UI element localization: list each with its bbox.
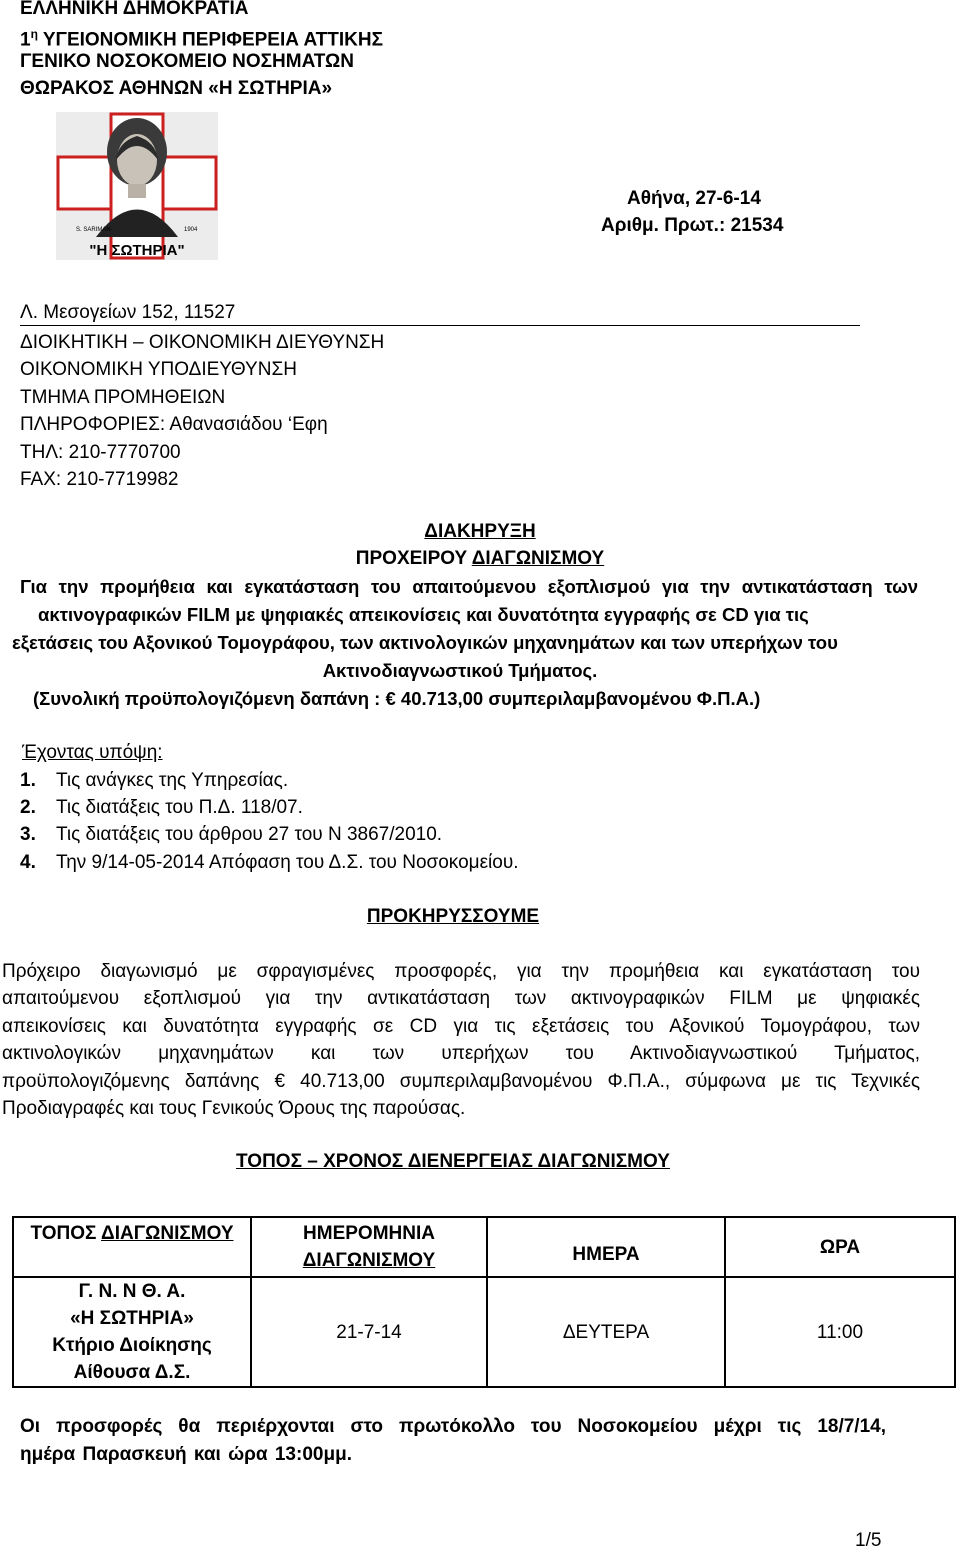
- subject-line-1: Για την προμήθεια και εγκατάσταση του απαιτούμενου εξοπλισμού για την αντικατάσταση των: [20, 576, 918, 597]
- header-region-number: 1: [20, 29, 31, 51]
- proclaim-heading: ΠΡΟΚΗΡΥΣΣΟΥΜΕ: [366, 906, 540, 927]
- place-line-1: Γ. Ν. Ν Θ. Α.: [78, 1281, 186, 1302]
- considering-item-number: 3.: [20, 824, 36, 845]
- place-time-heading: [0, 1151, 906, 1173]
- header-region-sup: η: [30, 27, 38, 41]
- subject-line-4: Ακτινοδιαγνωστικού Τμήματος.: [322, 660, 598, 681]
- header-place-a: ΤΟΠΟΣ: [30, 1223, 102, 1244]
- header-date: [251, 1217, 487, 1277]
- phone: ΤΗΛ: 210-7770700: [20, 442, 181, 463]
- hospital-logo: [56, 112, 218, 260]
- proclaim-line-4: ακτινολογικών μηχανημάτων και των υπερήχων του Ακτινοδιαγνωστικού Τμήματος,: [2, 1043, 920, 1064]
- considering-item-text: Τις διατάξεις του άρθρου 27 του Ν 3867/2010.: [56, 824, 443, 845]
- schedule-table: [12, 1216, 956, 1388]
- place-time-heading-b: ΔΙΕΝΕΡΓΕΙΑΣ ΔΙΑΓΩΝΙΣΜΟΥ: [407, 1151, 670, 1172]
- doc-subtitle: [0, 548, 960, 570]
- considering-item: [20, 797, 303, 819]
- separator-line: [20, 325, 860, 326]
- subdirection: ΟΙΚΟΝΟΜΙΚΗ ΥΠΟΔΙΕΥΘΥΝΣΗ: [20, 359, 297, 380]
- considering-item-number: 2.: [20, 797, 36, 818]
- deadline-line-2: ημέρα Παρασκευή και ώρα 13:00μμ.: [20, 1444, 352, 1465]
- considering-item: [20, 824, 442, 846]
- considering-item: [20, 852, 519, 874]
- subject-line-2: ακτινογραφικών FILM με ψηφιακές απεικονίσεις και δυνατότητα εγγραφής σε CD για τις: [38, 604, 809, 625]
- doc-title: ΔΙΑΚΗΡΥΞΗ: [424, 521, 536, 542]
- document-date: Αθήνα, 27-6-14: [627, 188, 761, 209]
- header-place: [13, 1217, 251, 1277]
- budget-line: (Συνολική προϋπολογιζόμενη δαπάνη : € 40.713,00 συμπεριλαμβανομένου Φ.Π.Α.): [33, 688, 761, 709]
- proclaim-line-3: απεικονίσεις και δυνατότητα εγγραφής σε CD για τις εξετάσεις του Αξονικού Τομογράφου, των: [2, 1016, 920, 1037]
- section: ΤΜΗΜΑ ΠΡΟΜΗΘΕΙΩΝ: [20, 387, 226, 408]
- header-hospital-name: ΘΩΡΑΚΟΣ ΑΘΗΝΩΝ «Η ΣΩΤΗΡΙΑ»: [20, 78, 333, 99]
- direction: ΔΙΟΙΚΗΤΙΚΗ – ΟΙΚΟΝΟΜΙΚΗ ΔΙΕΥΘΥΝΣΗ: [20, 332, 385, 353]
- header-day: ΗΜΕΡΑ: [487, 1217, 725, 1277]
- cell-place: [13, 1277, 251, 1387]
- logo-right-caption: 1904: [184, 227, 198, 233]
- doc-subtitle-a: ΠΡΟΧΕΙΡΟΥ: [355, 548, 472, 569]
- logo-left-caption: S. SARIMAN: [76, 227, 111, 233]
- place-line-4: Αίθουσα Δ.Σ.: [73, 1362, 191, 1383]
- proclaim-line-5: προϋπολογιζόμενης δαπάνης € 40.713,00 συμπεριλαμβανομένου Φ.Π.Α., σύμφωνα με τις Τεχνικές: [2, 1071, 920, 1092]
- place-line-2: «Η ΣΩΤΗΡΙΑ»: [70, 1308, 194, 1329]
- place-line-3: Κτήριο Διοίκησης: [52, 1335, 212, 1356]
- page-number: 1/5: [855, 1530, 882, 1551]
- considering-heading: Έχοντας υπόψη:: [22, 742, 163, 763]
- fax: FAX: 210-7719982: [20, 469, 179, 490]
- considering-item-number: 1.: [20, 770, 36, 791]
- place-time-heading-a: ΤΟΠΟΣ – ΧΡΟΝΟΣ: [236, 1151, 408, 1172]
- header-date-line-1: ΗΜΕΡΟΜΗΝΙΑ: [303, 1223, 435, 1244]
- considering-item-text: Την 9/14-05-2014 Απόφαση του Δ.Σ. του Νοσοκομείου.: [56, 852, 519, 873]
- subject-line-3: εξετάσεις του Αξονικού Τομογράφου, των ακτινολογικών μηχανημάτων και των υπερήχων του: [12, 632, 838, 653]
- doc-subtitle-b: ΔΙΑΓΩΝΙΣΜΟΥ: [471, 548, 605, 569]
- header-date-line-2: ΔΙΑΓΩΝΙΣΜΟΥ: [302, 1250, 436, 1271]
- considering-item-text: Τις διατάξεις του Π.Δ. 118/07.: [56, 797, 303, 818]
- address: Λ. Μεσογείων 152, 11527: [20, 302, 236, 323]
- header-region-name: ΥΓΕΙΟΝΟΜΙΚΗ ΠΕΡΙΦΕΡΕΙΑ ΑΤΤΙΚΗΣ: [37, 29, 384, 51]
- header-time: ΩΡΑ: [725, 1217, 955, 1277]
- cell-date: 21-7-14: [251, 1277, 487, 1387]
- cell-day: ΔΕΥΤΕΡΑ: [487, 1277, 725, 1387]
- deadline-line-1: Οι προσφορές θα περιέρχονται στο πρωτόκολλο του Νοσοκομείου μέχρι τις 18/7/14,: [20, 1416, 886, 1437]
- cell-time: 11:00: [725, 1277, 955, 1387]
- considering-item-text: Τις ανάγκες της Υπηρεσίας.: [56, 770, 289, 791]
- schedule-data-row: [13, 1277, 955, 1387]
- header-hospital: ΓΕΝΙΚΟ ΝΟΣΟΚΟΜΕΙΟ ΝΟΣΗΜΑΤΩΝ: [20, 51, 354, 72]
- proclaim-line-1: Πρόχειρο διαγωνισμό με σφραγισμένες προσφορές, για την προμήθεια και εγκατάσταση του: [2, 961, 920, 982]
- protocol-number: Αριθμ. Πρωτ.: 21534: [601, 215, 784, 236]
- info-contact: ΠΛΗΡΟΦΟΡΙΕΣ: Αθανασιάδου ‘Εφη: [20, 414, 328, 435]
- header-place-b: ΔΙΑΓΩΝΙΣΜΟΥ: [101, 1223, 234, 1244]
- proclaim-line-6: Προδιαγραφές και τους Γενικούς Όρους της παρούσας.: [2, 1098, 466, 1119]
- schedule-header-row: [13, 1217, 955, 1277]
- logo-name: "Η ΣΩΤΗΡΙΑ": [89, 242, 185, 259]
- considering-item: [20, 770, 288, 792]
- header-country: ΕΛΛΗΝΙΚΗ ΔΗΜΟΚΡΑΤΙΑ: [20, 0, 249, 19]
- proclaim-line-2: απαιτούμενου εξοπλισμού για την αντικατάσταση των ακτινογραφικών FILM με ψηφιακές: [2, 988, 920, 1009]
- considering-item-number: 4.: [20, 852, 36, 873]
